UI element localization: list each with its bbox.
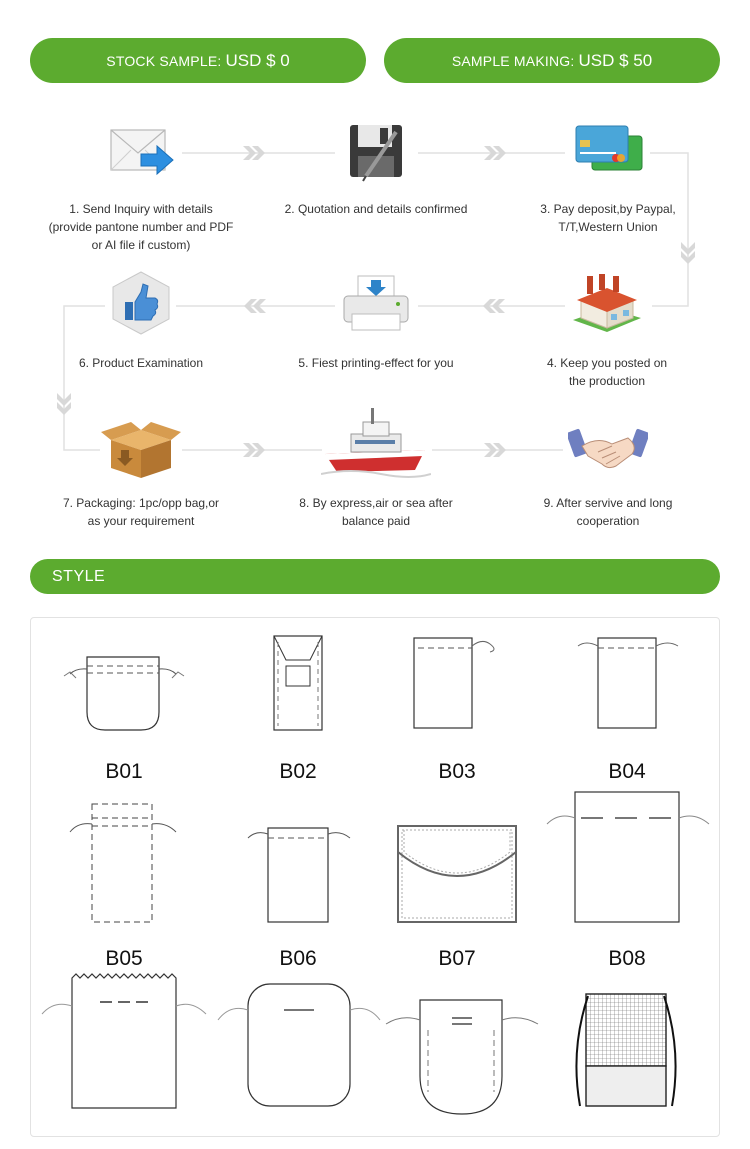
bag-b02-drawing (270, 632, 326, 732)
handshake-icon (568, 416, 648, 482)
step-2-caption: 2. Quotation and details confirmed (284, 202, 468, 216)
bag-b04-drawing (574, 632, 684, 732)
style-code-b07: B07 (438, 947, 476, 970)
box-icon (101, 416, 181, 482)
process-flow (0, 0, 750, 545)
style-code-b08: B08 (608, 947, 646, 970)
bag-b05-drawing (64, 800, 184, 926)
step-1-caption: 1. Send Inquiry with details (provide pantone number and PDF or AI file if custom) (48, 202, 234, 252)
floppy-disk-icon (336, 120, 416, 186)
envelope-icon (101, 120, 181, 186)
step-8-caption: 8. By express,air or sea after balance paid (299, 496, 453, 528)
sample-making-label: SAMPLE MAKING: (451, 52, 575, 69)
factory-icon (567, 270, 647, 336)
bag-b03-drawing (410, 632, 502, 732)
printer-icon (336, 270, 416, 336)
stock-sample-label: STOCK SAMPLE: (106, 52, 222, 69)
credit-card-icon (568, 120, 648, 186)
step-5-caption: 5. Fiest printing-effect for you (298, 356, 454, 370)
step-6-caption: 6. Product Examination (78, 356, 204, 370)
bag-b01-drawing (62, 650, 186, 735)
step-3-caption: 3. Pay deposit,by Paypal, T/T,Western Union (540, 202, 676, 234)
bag-b11-drawing (382, 996, 542, 1118)
ship-icon (321, 404, 431, 480)
step-9-caption: 9. After servive and long cooperation (543, 496, 673, 528)
bag-b08-drawing (545, 788, 711, 926)
bag-b10-drawing (214, 980, 384, 1110)
bag-b09-drawing (40, 970, 208, 1112)
thumbs-up-icon (101, 270, 181, 336)
bag-b07-drawing (394, 822, 520, 926)
style-code-b04: B04 (608, 760, 646, 783)
bag-b12-drawing (566, 990, 686, 1112)
step-4-caption: 4. Keep you posted on the production (546, 356, 668, 388)
style-code-b06: B06 (279, 947, 317, 970)
sample-making-value: USD $ 50 (578, 50, 653, 70)
stock-sample-value: USD $ 0 (225, 50, 290, 70)
style-code-b03: B03 (438, 760, 476, 783)
style-code-b02: B02 (279, 760, 317, 783)
style-code-b05: B05 (105, 947, 143, 970)
step-7-caption: 7. Packaging: 1pc/opp bag,or as your requirement (62, 496, 220, 528)
style-section-title: STYLE (30, 559, 720, 594)
style-code-b01: B01 (105, 760, 143, 783)
bag-b06-drawing (244, 822, 356, 926)
